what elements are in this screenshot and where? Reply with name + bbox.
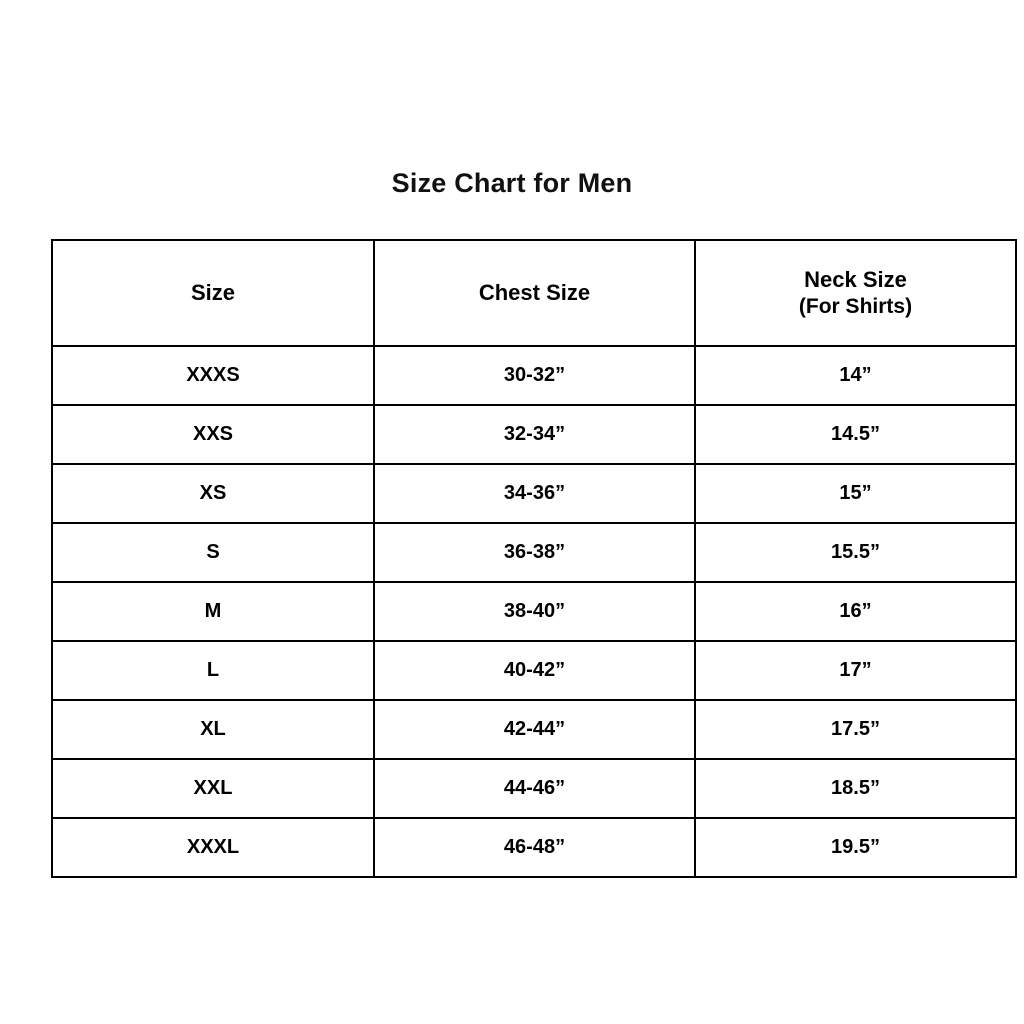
cell-chest: 36-38” <box>374 523 695 582</box>
column-header-size <box>52 240 374 346</box>
size-chart-table-wrapper <box>51 239 973 878</box>
table-row <box>52 523 1016 582</box>
cell-neck: 18.5” <box>695 759 1016 818</box>
table-row <box>52 405 1016 464</box>
table-body <box>52 346 1016 877</box>
cell-size: XS <box>52 464 374 523</box>
cell-neck: 14” <box>695 346 1016 405</box>
cell-size: XXXL <box>52 818 374 877</box>
page-title: Size Chart for Men <box>391 168 633 198</box>
column-header-chest-size <box>374 240 695 346</box>
table-row <box>52 346 1016 405</box>
cell-neck: 19.5” <box>695 818 1016 877</box>
table-row <box>52 700 1016 759</box>
table-header <box>52 240 1016 346</box>
cell-chest: 30-32” <box>374 346 695 405</box>
table-row <box>52 582 1016 641</box>
size-chart-table <box>51 239 1017 878</box>
cell-chest: 38-40” <box>374 582 695 641</box>
cell-chest: 32-34” <box>374 405 695 464</box>
header-row <box>52 240 1016 346</box>
table-row <box>52 641 1016 700</box>
cell-chest: 42-44” <box>374 700 695 759</box>
cell-size: XXXS <box>52 346 374 405</box>
cell-chest: 34-36” <box>374 464 695 523</box>
cell-size: XL <box>52 700 374 759</box>
column-header-neck-size <box>695 240 1016 346</box>
cell-size: XXS <box>52 405 374 464</box>
column-header-chest-size-label: Chest Size <box>478 280 591 306</box>
cell-size: M <box>52 582 374 641</box>
cell-size: XXL <box>52 759 374 818</box>
cell-chest: 44-46” <box>374 759 695 818</box>
cell-chest: 46-48” <box>374 818 695 877</box>
cell-chest: 40-42” <box>374 641 695 700</box>
table-row <box>52 464 1016 523</box>
cell-size: L <box>52 641 374 700</box>
cell-neck: 15” <box>695 464 1016 523</box>
column-header-neck-size-label: Neck Size <box>804 267 907 293</box>
cell-neck: 16” <box>695 582 1016 641</box>
table-row <box>52 759 1016 818</box>
cell-size: S <box>52 523 374 582</box>
column-header-neck-size-sublabel: (For Shirts) <box>798 294 913 318</box>
cell-neck: 17.5” <box>695 700 1016 759</box>
cell-neck: 15.5” <box>695 523 1016 582</box>
cell-neck: 14.5” <box>695 405 1016 464</box>
cell-neck: 17” <box>695 641 1016 700</box>
column-header-size-label: Size <box>190 280 236 306</box>
table-row <box>52 818 1016 877</box>
